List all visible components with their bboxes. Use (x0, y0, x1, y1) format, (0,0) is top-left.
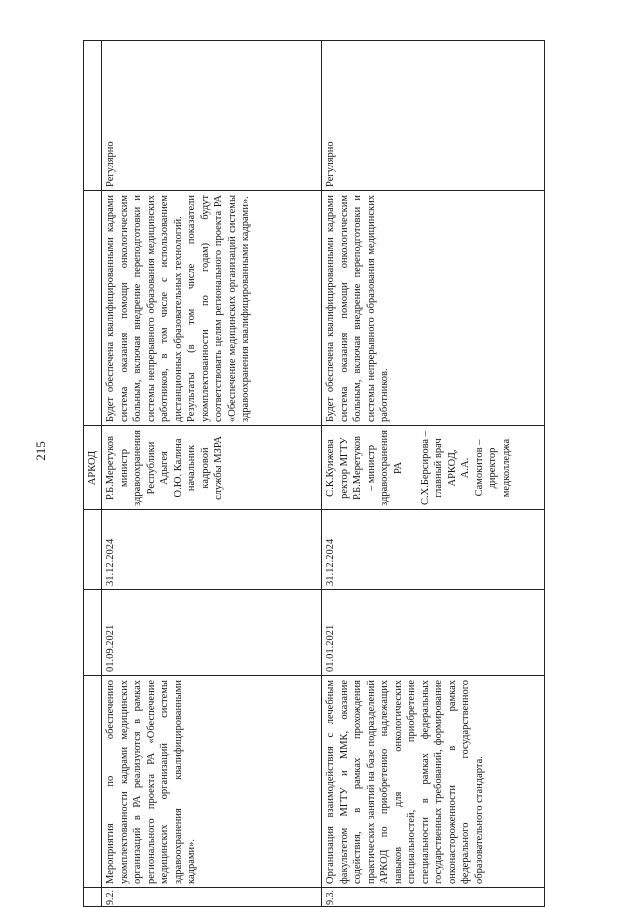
end-date-cell: 31.12.2024 (105, 538, 116, 586)
result-cell: Будет обеспечена квалифицированными кадрами система оказания помощи онкологическим больным, включая внедрение переподготовки и системы непрерывного образования медицинских работников, в том числе с использованием дистанционных образовательных технологий. Результаты (в том числе показатели укомплектованности по годам) будут соответствовать целям регионального проекта РА «Обеспечение медицинских организаций системы здравоохранения квалифицированными кадрами». (105, 195, 251, 422)
activity-table (83, 40, 545, 907)
start-date-cell: 01.09.2021 (105, 624, 116, 672)
header-responsible-org: АРКОД (87, 450, 98, 486)
page-number: 215 (33, 441, 48, 461)
row-number: 9.3. (325, 890, 336, 905)
frequency-cell: Регулярно (105, 141, 116, 187)
frequency-cell: Регулярно (325, 141, 336, 187)
activity-cell: Организация взаимодействия с лечебным факультетом МГТУ и ММК, оказание содействия, в рамках прохождения практических занятий на базе подразделений АРКОД по приобретению надлежащих навыков для онкологических специальностей, приобретение специальности в рамках федеральных государственных требований, формирование онконастороженности в рамках федерального государственного образовательного стандарта. (325, 680, 485, 884)
responsible-cell: Р.Б.Меретуков министр здравоохранения Республики Адыгея О.Ю. Калина начальник кадровой службы МЗРА (105, 430, 224, 506)
responsible-cell: С.К.Куижева ректор МГТУ Р.Б.Меретуков – министр здравоохранения РА С.Х.Берсирова – главный врач АРКОД, А.А. Самокитов – директор медколледжа (325, 430, 512, 506)
result-cell: Будет обеспечена квалифицированными кадрами система оказания помощи онкологическим больным, включая внедрение переподготовки и системы непрерывного образования медицинских работников. (325, 195, 390, 422)
row-number: 9.2. (105, 890, 116, 905)
end-date-cell: 31.12.2024 (325, 538, 336, 586)
activity-cell: Мероприятия по обеспечению укомплектованности кадрами медицинских организаций в РА реализуются в рамках регионального проекта РА «Обеспечение медицинских организаций системы здравоохранения квалифицированными кадрами». (105, 680, 197, 884)
table-viewport (83, 40, 545, 907)
start-date-cell: 01.01.2021 (325, 624, 336, 672)
rotated-table (83, 40, 545, 907)
